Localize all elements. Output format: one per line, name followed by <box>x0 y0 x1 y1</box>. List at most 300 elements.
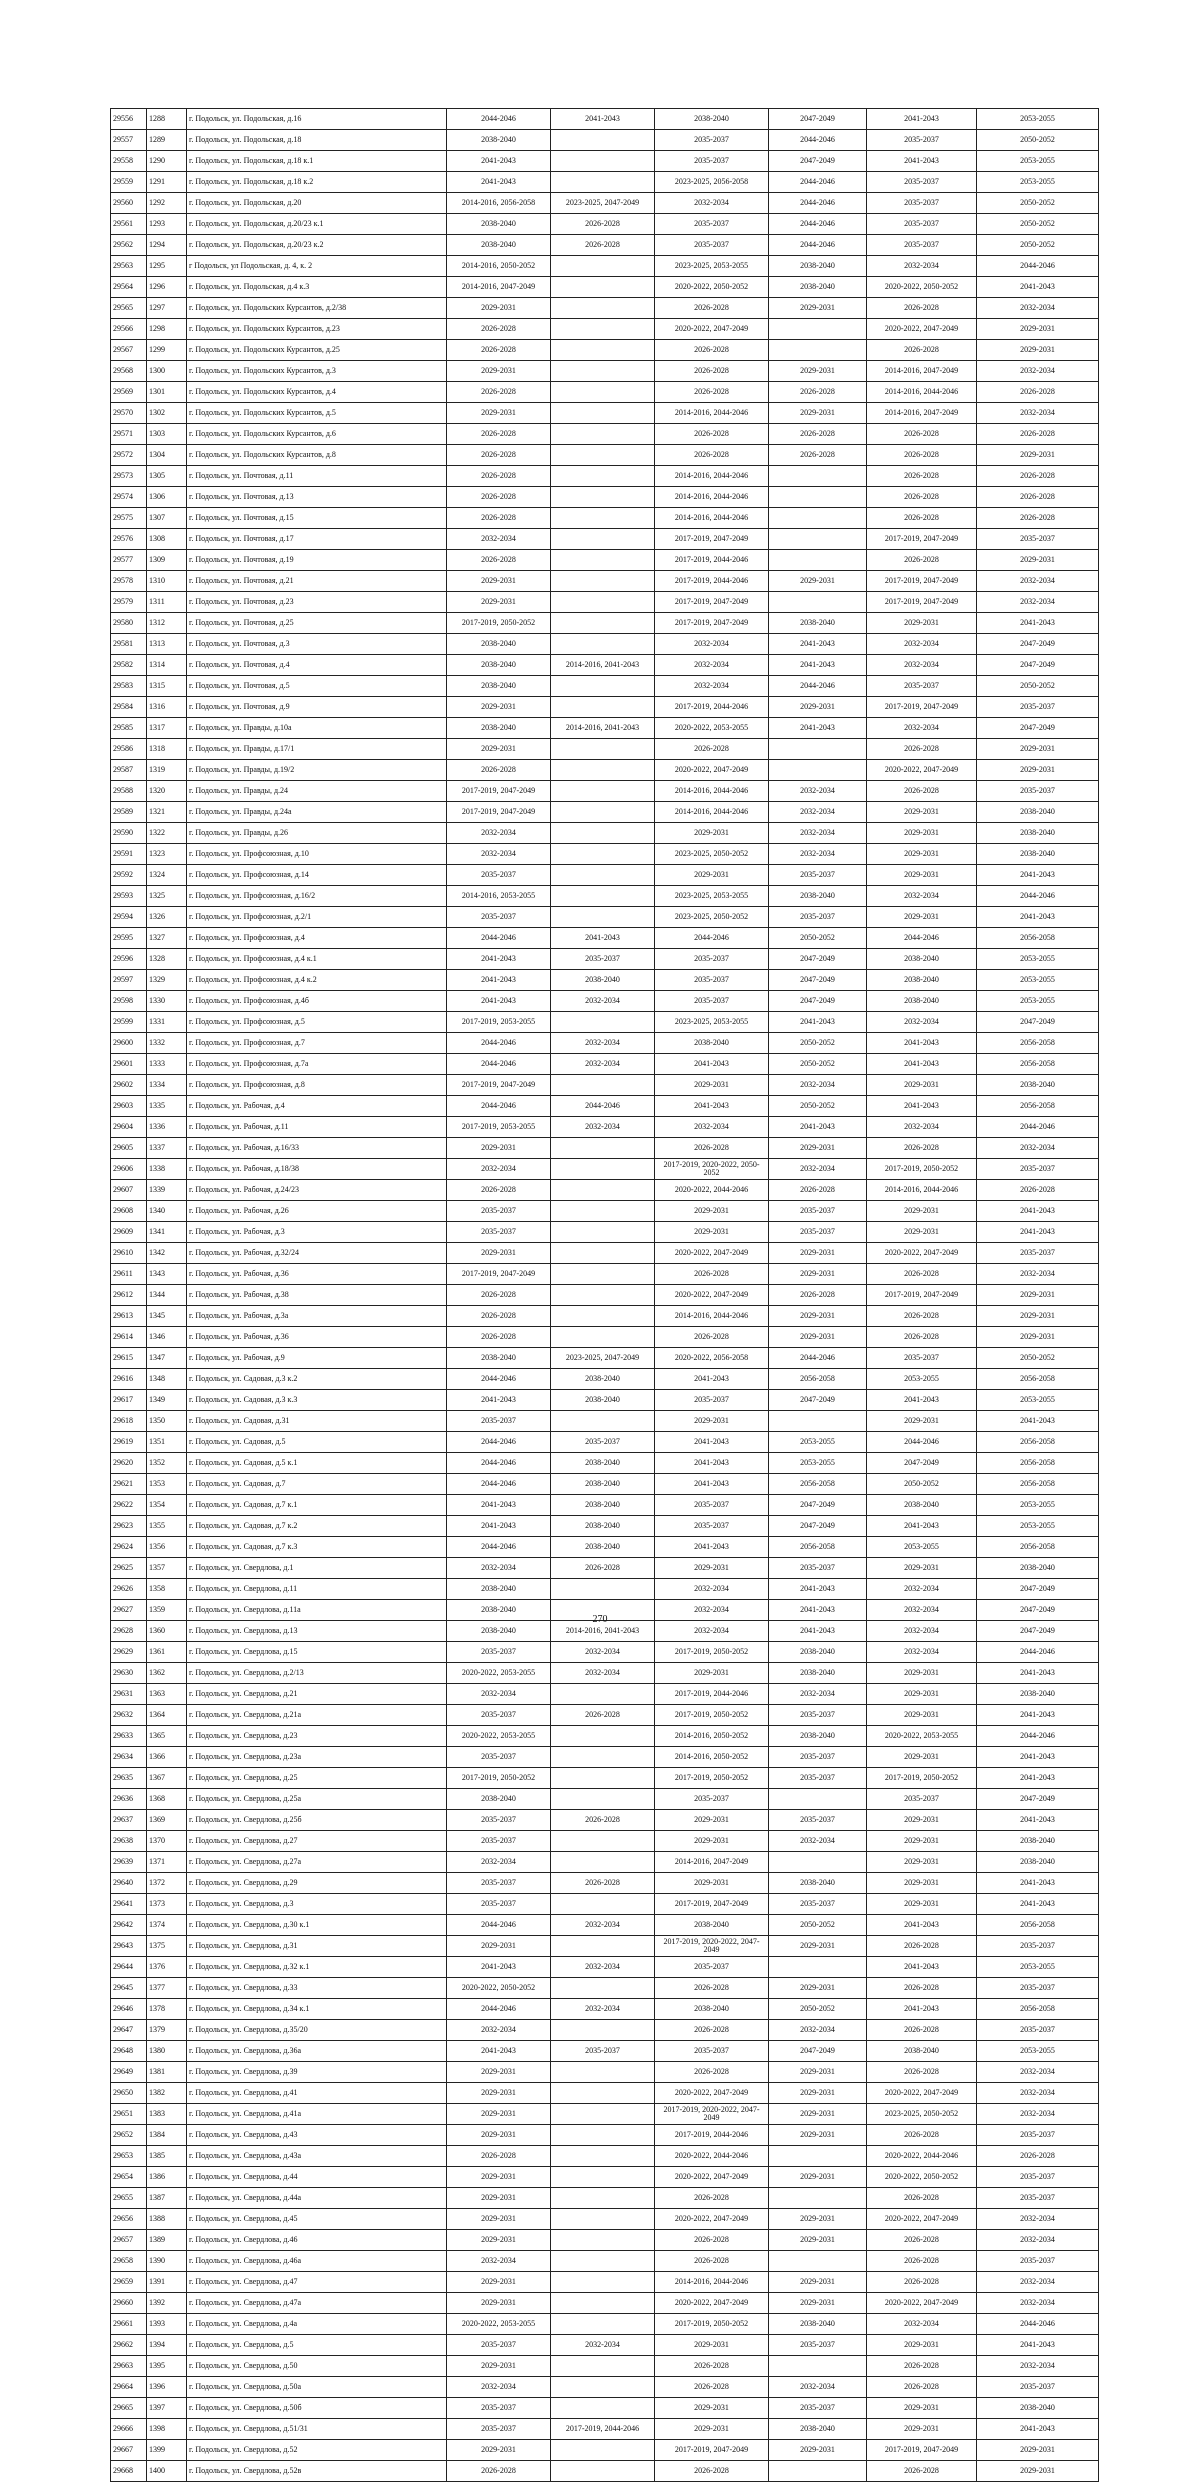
period-3-cell: 2014-2016, 2050-2052 <box>655 1726 769 1747</box>
object-number-cell: 1375 <box>147 1936 187 1957</box>
address-cell: г. Подольск, ул. Свердлова, д.47а <box>187 2293 447 2314</box>
address-cell: г. Подольск, ул. Подольская, д.18 <box>187 130 447 151</box>
period-4-cell: 2029-2031 <box>769 2125 867 2146</box>
table-row <box>111 1075 1099 1096</box>
row-number-cell: 29623 <box>111 1516 147 1537</box>
period-5-cell: 2029-2031 <box>867 1222 977 1243</box>
table-row <box>111 2440 1099 2461</box>
period-6-cell: 2050-2052 <box>977 214 1099 235</box>
object-number-cell: 1289 <box>147 130 187 151</box>
address-cell: г. Подольск, ул. Свердлова, д.25а <box>187 1789 447 1810</box>
period-1-cell: 2029-2031 <box>447 1936 551 1957</box>
period-5-cell: 2041-2043 <box>867 109 977 130</box>
address-cell: г. Подольск, ул. Свердлова, д.47 <box>187 2272 447 2293</box>
table-row <box>111 277 1099 298</box>
period-6-cell: 2044-2046 <box>977 256 1099 277</box>
period-5-cell: 2014-2016, 2047-2049 <box>867 403 977 424</box>
period-1-cell: 2029-2031 <box>447 2062 551 2083</box>
period-4-cell: 2032-2034 <box>769 1159 867 1180</box>
object-number-cell: 1337 <box>147 1138 187 1159</box>
row-number-cell: 29576 <box>111 529 147 550</box>
period-2-cell <box>551 865 655 886</box>
address-cell: г. Подольск, ул. Свердлова, д.46а <box>187 2251 447 2272</box>
period-2-cell <box>551 2314 655 2335</box>
period-6-cell: 2050-2052 <box>977 235 1099 256</box>
period-6-cell: 2050-2052 <box>977 193 1099 214</box>
period-5-cell: 2026-2028 <box>867 781 977 802</box>
period-1-cell: 2038-2040 <box>447 1348 551 1369</box>
period-6-cell: 2053-2055 <box>977 172 1099 193</box>
period-2-cell: 2035-2037 <box>551 1432 655 1453</box>
period-3-cell: 2041-2043 <box>655 1474 769 1495</box>
period-6-cell: 2056-2058 <box>977 1033 1099 1054</box>
period-2-cell: 2038-2040 <box>551 1390 655 1411</box>
row-number-cell: 29597 <box>111 970 147 991</box>
period-3-cell: 2020-2022, 2047-2049 <box>655 2293 769 2314</box>
row-number-cell: 29620 <box>111 1453 147 1474</box>
table-row <box>111 2041 1099 2062</box>
period-4-cell: 2047-2049 <box>769 2041 867 2062</box>
period-2-cell <box>551 2293 655 2314</box>
row-number-cell: 29625 <box>111 1558 147 1579</box>
period-6-cell: 2032-2034 <box>977 361 1099 382</box>
row-number-cell: 29652 <box>111 2125 147 2146</box>
period-3-cell: 2017-2019, 2047-2049 <box>655 613 769 634</box>
table-row <box>111 424 1099 445</box>
period-2-cell <box>551 2230 655 2251</box>
period-6-cell: 2056-2058 <box>977 1096 1099 1117</box>
address-cell: г. Подольск, ул. Профсоюзная, д.10 <box>187 844 447 865</box>
object-number-cell: 1292 <box>147 193 187 214</box>
period-5-cell: 2026-2028 <box>867 2062 977 2083</box>
period-3-cell: 2041-2043 <box>655 1537 769 1558</box>
period-2-cell <box>551 802 655 823</box>
object-number-cell: 1364 <box>147 1705 187 1726</box>
period-2-cell: 2023-2025, 2047-2049 <box>551 1348 655 1369</box>
period-1-cell: 2041-2043 <box>447 151 551 172</box>
address-cell: г. Подольск, ул. Подольских Курсантов, д.8 <box>187 445 447 466</box>
period-4-cell: 2035-2037 <box>769 1894 867 1915</box>
period-5-cell: 2026-2028 <box>867 340 977 361</box>
address-cell: г. Подольск, ул. Свердлова, д.31 <box>187 1936 447 1957</box>
object-number-cell: 1299 <box>147 340 187 361</box>
period-6-cell: 2032-2034 <box>977 1138 1099 1159</box>
period-2-cell: 2032-2034 <box>551 2335 655 2356</box>
period-4-cell: 2029-2031 <box>769 2293 867 2314</box>
period-3-cell: 2020-2022, 2044-2046 <box>655 2146 769 2167</box>
row-number-cell: 29588 <box>111 781 147 802</box>
row-number-cell: 29647 <box>111 2020 147 2041</box>
period-1-cell: 2020-2022, 2050-2052 <box>447 1978 551 1999</box>
row-number-cell: 29612 <box>111 1285 147 1306</box>
table-row <box>111 340 1099 361</box>
period-1-cell: 2038-2040 <box>447 235 551 256</box>
object-number-cell: 1369 <box>147 1810 187 1831</box>
period-1-cell: 2032-2034 <box>447 1558 551 1579</box>
object-number-cell: 1320 <box>147 781 187 802</box>
period-3-cell: 2026-2028 <box>655 2251 769 2272</box>
period-3-cell: 2029-2031 <box>655 1873 769 1894</box>
period-2-cell: 2041-2043 <box>551 928 655 949</box>
period-3-cell: 2032-2034 <box>655 676 769 697</box>
period-4-cell: 2053-2055 <box>769 1432 867 1453</box>
address-cell: г. Подольск, ул. Свердлова, д.44а <box>187 2188 447 2209</box>
address-cell: г. Подольск, ул. Рабочая, д.3а <box>187 1306 447 1327</box>
period-4-cell: 2035-2037 <box>769 1768 867 1789</box>
period-5-cell: 2026-2028 <box>867 1936 977 1957</box>
period-1-cell: 2035-2037 <box>447 1411 551 1432</box>
period-4-cell: 2047-2049 <box>769 109 867 130</box>
address-cell: г. Подольск, ул. Свердлова, д.41а <box>187 2104 447 2125</box>
table-row <box>111 949 1099 970</box>
row-number-cell: 29630 <box>111 1663 147 1684</box>
period-4-cell: 2041-2043 <box>769 1600 867 1621</box>
period-5-cell: 2020-2022, 2050-2052 <box>867 277 977 298</box>
table-row <box>111 1054 1099 1075</box>
object-number-cell: 1301 <box>147 382 187 403</box>
period-6-cell: 2026-2028 <box>977 508 1099 529</box>
period-4-cell: 2044-2046 <box>769 214 867 235</box>
table-row <box>111 529 1099 550</box>
period-3-cell: 2029-2031 <box>655 1222 769 1243</box>
period-3-cell: 2026-2028 <box>655 298 769 319</box>
period-3-cell: 2017-2019, 2050-2052 <box>655 2314 769 2335</box>
period-4-cell <box>769 550 867 571</box>
row-number-cell: 29581 <box>111 634 147 655</box>
address-cell: г. Подольск, ул. Рабочая, д.4 <box>187 1096 447 1117</box>
row-number-cell: 29618 <box>111 1411 147 1432</box>
period-6-cell: 2038-2040 <box>977 1558 1099 1579</box>
table-row <box>111 2398 1099 2419</box>
period-6-cell: 2035-2037 <box>977 2167 1099 2188</box>
address-cell: г. Подольск, ул. Свердлова, д.50 <box>187 2356 447 2377</box>
period-1-cell: 2038-2040 <box>447 718 551 739</box>
row-number-cell: 29563 <box>111 256 147 277</box>
row-number-cell: 29580 <box>111 613 147 634</box>
row-number-cell: 29659 <box>111 2272 147 2293</box>
period-3-cell: 2032-2034 <box>655 1600 769 1621</box>
period-1-cell: 2044-2046 <box>447 1369 551 1390</box>
period-1-cell: 2044-2046 <box>447 1054 551 1075</box>
period-6-cell: 2056-2058 <box>977 1999 1099 2020</box>
row-number-cell: 29583 <box>111 676 147 697</box>
period-4-cell: 2038-2040 <box>769 1873 867 1894</box>
object-number-cell: 1303 <box>147 424 187 445</box>
period-4-cell <box>769 2461 867 2482</box>
period-2-cell <box>551 382 655 403</box>
period-5-cell: 2017-2019, 2047-2049 <box>867 529 977 550</box>
period-3-cell: 2020-2022, 2047-2049 <box>655 2167 769 2188</box>
period-1-cell: 2035-2037 <box>447 1831 551 1852</box>
period-2-cell <box>551 277 655 298</box>
row-number-cell: 29660 <box>111 2293 147 2314</box>
row-number-cell: 29595 <box>111 928 147 949</box>
period-4-cell <box>769 1852 867 1873</box>
period-2-cell: 2041-2043 <box>551 109 655 130</box>
period-6-cell: 2056-2058 <box>977 928 1099 949</box>
row-number-cell: 29646 <box>111 1999 147 2020</box>
address-cell: г. Подольск, ул. Почтовая, д.5 <box>187 676 447 697</box>
address-cell: г. Подольск, ул. Профсоюзная, д.16/2 <box>187 886 447 907</box>
period-4-cell <box>769 466 867 487</box>
period-1-cell: 2032-2034 <box>447 529 551 550</box>
period-1-cell: 2029-2031 <box>447 1243 551 1264</box>
period-2-cell <box>551 907 655 928</box>
period-2-cell <box>551 403 655 424</box>
period-2-cell <box>551 2356 655 2377</box>
period-2-cell: 2032-2034 <box>551 991 655 1012</box>
period-6-cell: 2029-2031 <box>977 760 1099 781</box>
period-3-cell: 2032-2034 <box>655 1117 769 1138</box>
period-2-cell <box>551 361 655 382</box>
table-row <box>111 256 1099 277</box>
period-3-cell: 2020-2022, 2047-2049 <box>655 319 769 340</box>
period-6-cell: 2047-2049 <box>977 1621 1099 1642</box>
object-number-cell: 1391 <box>147 2272 187 2293</box>
period-5-cell: 2035-2037 <box>867 1348 977 1369</box>
period-2-cell: 2032-2034 <box>551 1999 655 2020</box>
period-6-cell: 2044-2046 <box>977 2314 1099 2335</box>
period-3-cell: 2029-2031 <box>655 1201 769 1222</box>
row-number-cell: 29633 <box>111 1726 147 1747</box>
address-cell: г. Подольск, ул. Свердлова, д.50а <box>187 2377 447 2398</box>
address-cell: г. Подольск, ул. Профсоюзная, д.7 <box>187 1033 447 1054</box>
period-2-cell <box>551 172 655 193</box>
period-5-cell: 2020-2022, 2047-2049 <box>867 2083 977 2104</box>
period-1-cell: 2032-2034 <box>447 2377 551 2398</box>
address-cell: г. Подольск, ул. Почтовая, д.19 <box>187 550 447 571</box>
row-number-cell: 29667 <box>111 2440 147 2461</box>
period-3-cell: 2026-2028 <box>655 445 769 466</box>
address-cell: г. Подольск, ул. Свердлова, д.2/13 <box>187 1663 447 1684</box>
period-6-cell: 2035-2037 <box>977 2125 1099 2146</box>
period-1-cell: 2026-2028 <box>447 508 551 529</box>
period-1-cell: 2032-2034 <box>447 1852 551 1873</box>
object-number-cell: 1399 <box>147 2440 187 2461</box>
table-row <box>111 2062 1099 2083</box>
period-3-cell: 2038-2040 <box>655 1033 769 1054</box>
address-cell: г. Подольск, ул. Свердлова, д.4а <box>187 2314 447 2335</box>
period-2-cell <box>551 256 655 277</box>
period-6-cell: 2026-2028 <box>977 2146 1099 2167</box>
table-row <box>111 1201 1099 1222</box>
address-cell: г. Подольск, ул. Подольская, д.16 <box>187 109 447 130</box>
table-row <box>111 1159 1099 1180</box>
period-3-cell: 2035-2037 <box>655 1516 769 1537</box>
period-2-cell <box>551 340 655 361</box>
object-number-cell: 1291 <box>147 172 187 193</box>
period-3-cell: 2038-2040 <box>655 109 769 130</box>
row-number-cell: 29587 <box>111 760 147 781</box>
period-2-cell <box>551 2188 655 2209</box>
table-row <box>111 1663 1099 1684</box>
object-number-cell: 1294 <box>147 235 187 256</box>
object-number-cell: 1323 <box>147 844 187 865</box>
table-row <box>111 445 1099 466</box>
row-number-cell: 29568 <box>111 361 147 382</box>
table-row <box>111 2293 1099 2314</box>
period-1-cell: 2038-2040 <box>447 676 551 697</box>
period-3-cell: 2017-2019, 2050-2052 <box>655 1642 769 1663</box>
period-2-cell: 2038-2040 <box>551 1474 655 1495</box>
address-cell: г. Подольск, ул. Свердлова, д.33 <box>187 1978 447 1999</box>
period-6-cell: 2041-2043 <box>977 1663 1099 1684</box>
period-6-cell: 2047-2049 <box>977 634 1099 655</box>
object-number-cell: 1382 <box>147 2083 187 2104</box>
object-number-cell: 1330 <box>147 991 187 1012</box>
period-5-cell: 2041-2043 <box>867 1390 977 1411</box>
object-number-cell: 1296 <box>147 277 187 298</box>
period-2-cell <box>551 1306 655 1327</box>
address-cell: г. Подольск, ул. Почтовая, д.15 <box>187 508 447 529</box>
period-5-cell: 2026-2028 <box>867 2020 977 2041</box>
period-4-cell: 2029-2031 <box>769 2230 867 2251</box>
period-5-cell: 2026-2028 <box>867 445 977 466</box>
period-5-cell: 2029-2031 <box>867 1894 977 1915</box>
period-3-cell: 2020-2022, 2047-2049 <box>655 2083 769 2104</box>
period-3-cell: 2026-2028 <box>655 739 769 760</box>
period-3-cell: 2035-2037 <box>655 1789 769 1810</box>
period-3-cell: 2014-2016, 2047-2049 <box>655 1852 769 1873</box>
row-number-cell: 29619 <box>111 1432 147 1453</box>
table-row <box>111 2461 1099 2482</box>
row-number-cell: 29586 <box>111 739 147 760</box>
period-4-cell: 2038-2040 <box>769 2419 867 2440</box>
address-cell: г. Подольск, ул. Правды, д.10а <box>187 718 447 739</box>
object-number-cell: 1341 <box>147 1222 187 1243</box>
object-number-cell: 1380 <box>147 2041 187 2062</box>
period-4-cell: 2032-2034 <box>769 802 867 823</box>
period-6-cell: 2035-2037 <box>977 697 1099 718</box>
period-6-cell: 2029-2031 <box>977 445 1099 466</box>
period-1-cell: 2020-2022, 2053-2055 <box>447 2314 551 2335</box>
object-number-cell: 1389 <box>147 2230 187 2251</box>
period-1-cell: 2035-2037 <box>447 2335 551 2356</box>
period-3-cell: 2023-2025, 2053-2055 <box>655 886 769 907</box>
period-2-cell <box>551 550 655 571</box>
period-2-cell: 2026-2028 <box>551 1873 655 1894</box>
period-1-cell: 2041-2043 <box>447 1495 551 1516</box>
period-4-cell <box>769 529 867 550</box>
period-1-cell: 2029-2031 <box>447 571 551 592</box>
period-1-cell: 2017-2019, 2047-2049 <box>447 781 551 802</box>
period-3-cell: 2029-2031 <box>655 2419 769 2440</box>
period-6-cell: 2035-2037 <box>977 1978 1099 1999</box>
address-cell: г. Подольск, ул. Свердлова, д.35/20 <box>187 2020 447 2041</box>
period-4-cell: 2035-2037 <box>769 1201 867 1222</box>
period-2-cell <box>551 2020 655 2041</box>
object-number-cell: 1314 <box>147 655 187 676</box>
period-1-cell: 2035-2037 <box>447 1873 551 1894</box>
period-1-cell: 2029-2031 <box>447 697 551 718</box>
period-6-cell: 2032-2034 <box>977 403 1099 424</box>
table-row <box>111 886 1099 907</box>
address-cell: г. Подольск, ул. Профсоюзная, д.4 <box>187 928 447 949</box>
object-number-cell: 1305 <box>147 466 187 487</box>
period-2-cell <box>551 424 655 445</box>
object-number-cell: 1354 <box>147 1495 187 1516</box>
row-number-cell: 29579 <box>111 592 147 613</box>
period-3-cell: 2026-2028 <box>655 1327 769 1348</box>
period-6-cell: 2041-2043 <box>977 1747 1099 1768</box>
period-4-cell: 2047-2049 <box>769 1495 867 1516</box>
period-3-cell: 2032-2034 <box>655 634 769 655</box>
period-4-cell: 2041-2043 <box>769 634 867 655</box>
object-number-cell: 1368 <box>147 1789 187 1810</box>
period-3-cell: 2014-2016, 2044-2046 <box>655 802 769 823</box>
row-number-cell: 29653 <box>111 2146 147 2167</box>
object-number-cell: 1385 <box>147 2146 187 2167</box>
period-2-cell <box>551 151 655 172</box>
period-4-cell: 2026-2028 <box>769 1180 867 1201</box>
table-body <box>111 109 1099 2482</box>
address-cell: г. Подольск, ул. Свердлова, д.29 <box>187 1873 447 1894</box>
object-number-cell: 1331 <box>147 1012 187 1033</box>
period-4-cell: 2041-2043 <box>769 718 867 739</box>
period-5-cell: 2026-2028 <box>867 508 977 529</box>
period-1-cell: 2026-2028 <box>447 2146 551 2167</box>
period-6-cell: 2041-2043 <box>977 277 1099 298</box>
period-3-cell: 2014-2016, 2050-2052 <box>655 1747 769 1768</box>
table-row <box>111 928 1099 949</box>
period-1-cell: 2041-2043 <box>447 970 551 991</box>
period-3-cell: 2020-2022, 2044-2046 <box>655 1180 769 1201</box>
table-row <box>111 1726 1099 1747</box>
period-3-cell: 2026-2028 <box>655 2062 769 2083</box>
period-4-cell: 2029-2031 <box>769 361 867 382</box>
period-1-cell: 2044-2046 <box>447 1096 551 1117</box>
period-2-cell <box>551 844 655 865</box>
period-2-cell <box>551 2440 655 2461</box>
period-5-cell: 2020-2022, 2050-2052 <box>867 2167 977 2188</box>
period-1-cell: 2029-2031 <box>447 298 551 319</box>
period-2-cell <box>551 1936 655 1957</box>
period-5-cell: 2026-2028 <box>867 1327 977 1348</box>
period-6-cell: 2032-2034 <box>977 2104 1099 2125</box>
period-4-cell: 2029-2031 <box>769 298 867 319</box>
table-row <box>111 1537 1099 1558</box>
object-number-cell: 1318 <box>147 739 187 760</box>
period-3-cell: 2026-2028 <box>655 1138 769 1159</box>
row-number-cell: 29639 <box>111 1852 147 1873</box>
table-row <box>111 2020 1099 2041</box>
period-2-cell <box>551 1579 655 1600</box>
period-2-cell <box>551 2461 655 2482</box>
address-cell: г. Подольск, ул. Почтовая, д.4 <box>187 655 447 676</box>
period-6-cell: 2029-2031 <box>977 2461 1099 2482</box>
address-cell: г. Подольск, ул. Садовая, д.7 к.2 <box>187 1516 447 1537</box>
period-6-cell: 2029-2031 <box>977 550 1099 571</box>
period-5-cell: 2032-2034 <box>867 1621 977 1642</box>
period-2-cell <box>551 823 655 844</box>
period-5-cell: 2026-2028 <box>867 298 977 319</box>
table-row <box>111 466 1099 487</box>
row-number-cell: 29641 <box>111 1894 147 1915</box>
object-number-cell: 1322 <box>147 823 187 844</box>
period-2-cell: 2038-2040 <box>551 1516 655 1537</box>
period-5-cell: 2041-2043 <box>867 1033 977 1054</box>
period-4-cell: 2053-2055 <box>769 1453 867 1474</box>
period-4-cell: 2032-2034 <box>769 1075 867 1096</box>
period-5-cell: 2035-2037 <box>867 172 977 193</box>
object-number-cell: 1312 <box>147 613 187 634</box>
period-2-cell <box>551 1852 655 1873</box>
table-row <box>111 109 1099 130</box>
period-3-cell: 2035-2037 <box>655 130 769 151</box>
period-3-cell: 2023-2025, 2050-2052 <box>655 907 769 928</box>
table-row <box>111 1432 1099 1453</box>
period-6-cell: 2053-2055 <box>977 991 1099 1012</box>
